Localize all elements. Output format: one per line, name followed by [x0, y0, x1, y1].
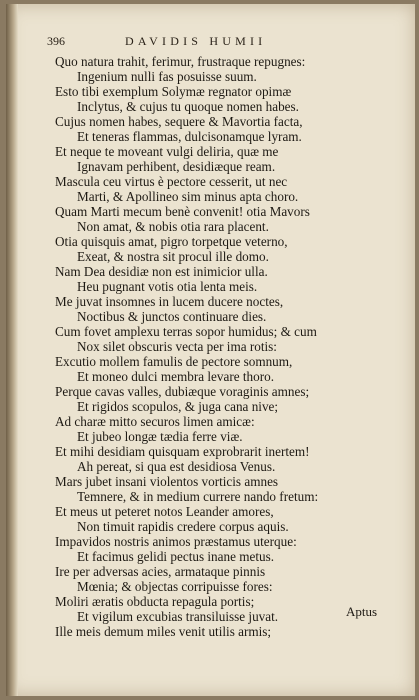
verse-line: Marti, & Apollineo sim minus apta choro.	[77, 189, 299, 204]
page-number: 396	[47, 34, 65, 48]
verse-line: Nam Dea desidiæ non est inimicior ulla.	[55, 264, 268, 279]
verse-line: Temnere, & in medium currere nando fretum:	[77, 489, 319, 504]
verse-line: Et jubeo longæ tædia ferre viæ.	[77, 429, 243, 444]
verse-line: Otia quisquis amat, pigro torpetque veterno,	[55, 234, 288, 249]
verse-line: Cum fovet amplexu terras sopor humidus; & cum	[55, 324, 317, 339]
verse-line: Mascula ceu virtus è pectore cesserit, ut nec	[55, 174, 288, 189]
verse-line: Mœnia; & objectas corripuisse fores:	[77, 579, 273, 594]
verse-line: Inclytus, & cujus tu quoque nomen habes.	[77, 99, 299, 114]
verse-line: Perque cavas valles, dubiæque voraginis amnes;	[55, 384, 310, 399]
verse-line: Non timuit rapidis credere corpus aquis.	[77, 519, 289, 534]
verse-line: Excutio mollem famulis de pectore somnum,	[55, 354, 293, 369]
verse-line: Moliri æratis obducta repagula portis;	[55, 594, 255, 609]
verse-line: Et rigidos scopulos, & juga cana nive;	[77, 399, 279, 414]
book-page	[6, 4, 415, 696]
verse-line: Noctibus & junctos continuare dies.	[77, 309, 267, 324]
verse-line: Cujus nomen habes, sequere & Mavortia facta,	[55, 114, 303, 129]
page-gutter	[6, 4, 18, 696]
verse-line: Et vigilum excubias transiluisse juvat.	[77, 609, 279, 624]
catchword: Aptus	[346, 604, 378, 619]
verse-line: Heu pugnant votis otia lenta meis.	[77, 279, 258, 294]
verse-line: Et moneo dulci membra levare thoro.	[77, 369, 275, 384]
verse-line: Quo natura trahit, ferimur, frustraque repugnes:	[55, 54, 306, 69]
verse-line: Ille meis demum miles venit utilis armis;	[55, 624, 272, 639]
verse-line: Ire per adversas acies, armataque pinnis	[55, 564, 266, 579]
verse-line: Non amat, & nobis otia rara placent.	[77, 219, 269, 234]
verse-line: Et mihi desidiam quisquam exprobrarit inertem!	[55, 444, 310, 459]
verse-line: Esto tibi exemplum Solymæ regnator opimæ	[55, 84, 292, 99]
verse-line: Ingenium nulli fas posuisse suum.	[77, 69, 257, 84]
verse-line: Et facimus gelidi pectus inane metus.	[77, 549, 275, 564]
verse-line: Ignavam perhibent, desidiæque ream.	[77, 159, 276, 174]
verse-line: Quam Marti mecum benè convenit! otia Mavors	[55, 204, 310, 219]
verse-line: Et teneras flammas, dulcisonamque lyram.	[77, 129, 302, 144]
verse-line: Et meus ut peteret notos Leander amores,	[55, 504, 274, 519]
running-title: DAVIDIS HUMII	[125, 34, 267, 48]
verse-line: Et neque te moveant vulgi deliria, quæ me	[55, 144, 279, 159]
verse-line: Ah pereat, si qua est desidiosa Venus.	[77, 459, 276, 474]
verse-line: Nox silet obscuris vecta per ima rotis:	[77, 339, 277, 354]
verse-line: Ad charæ mitto securos limen amicæ:	[55, 414, 255, 429]
verse-line: Mars jubet insani violentos vorticis amnes	[55, 474, 279, 489]
verse-line: Impavidos nostris animos præstamus uterque:	[55, 534, 297, 549]
verse-line: Exeat, & nostra sit procul ille domo.	[77, 249, 269, 264]
verse-line: Me juvat insomnes in lucem ducere noctes,	[55, 294, 284, 309]
page-header	[47, 34, 377, 52]
